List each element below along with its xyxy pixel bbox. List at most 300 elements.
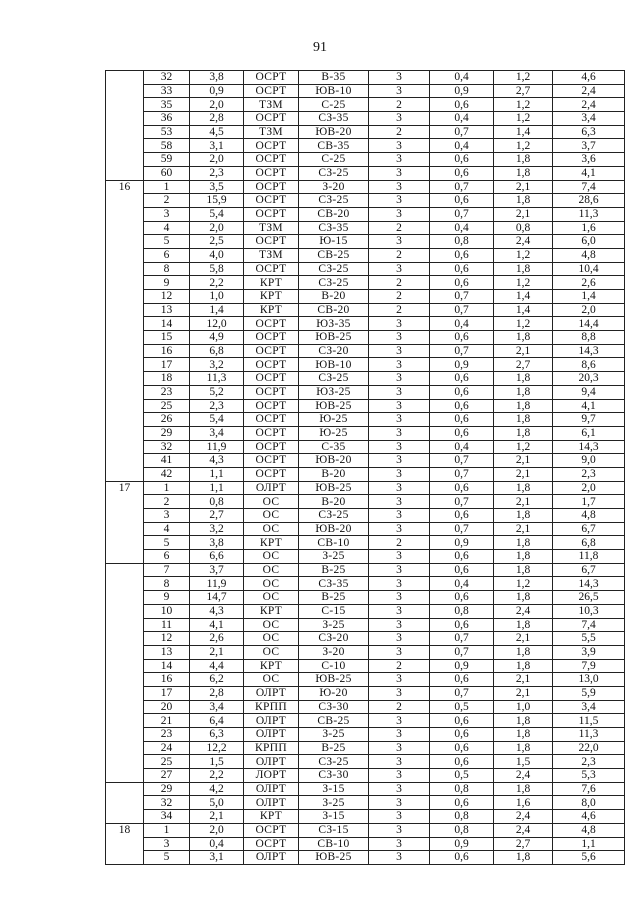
category-cell: 3 (369, 591, 430, 605)
stand-type-cell: ОЛРТ (244, 851, 299, 865)
plot-number-cell: 5 (144, 235, 190, 249)
coef-2-cell: 1,8 (494, 645, 553, 659)
result-value-cell: 6,8 (553, 536, 625, 550)
stand-type-cell: ОС (244, 673, 299, 687)
category-cell: 3 (369, 563, 430, 577)
slope-exposure-cell: СЗ-25 (299, 509, 369, 523)
stand-type-cell: КРТ (244, 536, 299, 550)
coef-2-cell: 1,8 (494, 426, 553, 440)
stand-type-cell: ТЗМ (244, 248, 299, 262)
page-number: 91 (313, 40, 327, 55)
group-cell: 18 (106, 823, 144, 837)
table-row (106, 180, 625, 194)
table-row (106, 125, 625, 139)
stand-type-cell: ОС (244, 509, 299, 523)
table-row (106, 659, 625, 673)
coef-1-cell: 0,6 (430, 851, 494, 865)
category-cell: 3 (369, 372, 430, 386)
coef-1-cell: 0,8 (430, 810, 494, 824)
slope-exposure-cell: СЗ-35 (299, 112, 369, 126)
group-cell (106, 454, 144, 468)
plot-number-cell: 26 (144, 413, 190, 427)
group-cell (106, 659, 144, 673)
coef-2-cell: 1,8 (494, 153, 553, 167)
category-cell: 3 (369, 426, 430, 440)
coef-1-cell: 0,9 (430, 659, 494, 673)
table-row (106, 728, 625, 742)
slope-exposure-cell: ЮВ-25 (299, 673, 369, 687)
table-row (106, 686, 625, 700)
coef-1-cell: 0,6 (430, 796, 494, 810)
group-cell (106, 495, 144, 509)
coef-1-cell: 0,7 (430, 125, 494, 139)
coef-1-cell: 0,6 (430, 331, 494, 345)
stand-type-cell: ОС (244, 522, 299, 536)
plot-number-cell: 29 (144, 426, 190, 440)
group-cell (106, 728, 144, 742)
stand-type-cell: ОС (244, 550, 299, 564)
group-cell (106, 550, 144, 564)
coef-2-cell: 2,7 (494, 84, 553, 98)
category-cell: 3 (369, 495, 430, 509)
coef-1-cell: 0,6 (430, 399, 494, 413)
category-cell: 3 (369, 509, 430, 523)
plot-number-cell: 1 (144, 823, 190, 837)
area-value-cell: 6,3 (190, 728, 244, 742)
coef-2-cell: 2,1 (494, 673, 553, 687)
stand-type-cell: КРТ (244, 604, 299, 618)
coef-2-cell: 1,8 (494, 550, 553, 564)
area-value-cell: 2,2 (190, 276, 244, 290)
area-value-cell: 5,2 (190, 385, 244, 399)
coef-1-cell: 0,9 (430, 536, 494, 550)
stand-type-cell: ОСРТ (244, 153, 299, 167)
stand-type-cell: КРТ (244, 659, 299, 673)
area-value-cell: 2,5 (190, 235, 244, 249)
area-value-cell: 11,9 (190, 577, 244, 591)
group-cell (106, 645, 144, 659)
plot-number-cell: 34 (144, 810, 190, 824)
area-value-cell: 1,4 (190, 303, 244, 317)
stand-type-cell: ОЛРТ (244, 796, 299, 810)
plot-number-cell: 58 (144, 139, 190, 153)
result-value-cell: 1,4 (553, 290, 625, 304)
result-value-cell: 6,0 (553, 235, 625, 249)
table-row (106, 344, 625, 358)
table-row (106, 372, 625, 386)
table-row (106, 139, 625, 153)
slope-exposure-cell: Ю-25 (299, 413, 369, 427)
table-row (106, 221, 625, 235)
group-cell (106, 604, 144, 618)
coef-2-cell: 1,2 (494, 139, 553, 153)
stand-type-cell: ОЛРТ (244, 728, 299, 742)
coef-2-cell: 1,8 (494, 728, 553, 742)
plot-number-cell: 29 (144, 782, 190, 796)
group-cell (106, 522, 144, 536)
area-value-cell: 4,3 (190, 454, 244, 468)
slope-exposure-cell: С-25 (299, 98, 369, 112)
result-value-cell: 1,6 (553, 221, 625, 235)
result-value-cell: 7,9 (553, 659, 625, 673)
table-row (106, 618, 625, 632)
area-value-cell: 3,1 (190, 851, 244, 865)
result-value-cell: 20,3 (553, 372, 625, 386)
result-value-cell: 14,4 (553, 317, 625, 331)
result-value-cell: 3,6 (553, 153, 625, 167)
table-row (106, 303, 625, 317)
result-value-cell: 10,3 (553, 604, 625, 618)
area-value-cell: 3,1 (190, 139, 244, 153)
stand-type-cell: ОСРТ (244, 358, 299, 372)
stand-type-cell: ОСРТ (244, 467, 299, 481)
coef-2-cell: 1,8 (494, 166, 553, 180)
group-cell (106, 139, 144, 153)
area-value-cell: 3,4 (190, 426, 244, 440)
area-value-cell: 6,4 (190, 714, 244, 728)
stand-type-cell: ОСРТ (244, 344, 299, 358)
table-row (106, 522, 625, 536)
area-value-cell: 4,5 (190, 125, 244, 139)
group-cell (106, 755, 144, 769)
stand-type-cell: ОСРТ (244, 139, 299, 153)
table-row (106, 153, 625, 167)
area-value-cell: 12,0 (190, 317, 244, 331)
table-row (106, 495, 625, 509)
result-value-cell: 4,6 (553, 810, 625, 824)
coef-2-cell: 1,0 (494, 700, 553, 714)
category-cell: 3 (369, 112, 430, 126)
result-value-cell: 5,3 (553, 769, 625, 783)
table-row (106, 700, 625, 714)
group-cell (106, 837, 144, 851)
slope-exposure-cell: В-25 (299, 591, 369, 605)
stand-type-cell: ОСРТ (244, 112, 299, 126)
slope-exposure-cell: СЗ-25 (299, 262, 369, 276)
table-row (106, 440, 625, 454)
stand-type-cell: ОСРТ (244, 317, 299, 331)
area-value-cell: 4,9 (190, 331, 244, 345)
stand-type-cell: КРПП (244, 741, 299, 755)
coef-1-cell: 0,7 (430, 632, 494, 646)
slope-exposure-cell: СЗ-25 (299, 194, 369, 208)
plot-number-cell: 32 (144, 796, 190, 810)
coef-1-cell: 0,6 (430, 550, 494, 564)
table-row (106, 290, 625, 304)
area-value-cell: 1,1 (190, 481, 244, 495)
category-cell: 3 (369, 467, 430, 481)
plot-number-cell: 10 (144, 604, 190, 618)
coef-1-cell: 0,6 (430, 248, 494, 262)
table-row (106, 782, 625, 796)
group-cell (106, 112, 144, 126)
table-row (106, 810, 625, 824)
category-cell: 2 (369, 700, 430, 714)
coef-2-cell: 2,1 (494, 207, 553, 221)
stand-type-cell: ОС (244, 591, 299, 605)
coef-2-cell: 1,8 (494, 591, 553, 605)
plot-number-cell: 21 (144, 714, 190, 728)
slope-exposure-cell: ЮВ-10 (299, 84, 369, 98)
result-value-cell: 4,8 (553, 823, 625, 837)
slope-exposure-cell: СЗ-25 (299, 166, 369, 180)
result-value-cell: 4,1 (553, 166, 625, 180)
stand-type-cell: ОСРТ (244, 385, 299, 399)
plot-number-cell: 2 (144, 495, 190, 509)
coef-1-cell: 0,9 (430, 837, 494, 851)
table-row (106, 71, 625, 85)
category-cell: 3 (369, 413, 430, 427)
slope-exposure-cell: З-15 (299, 810, 369, 824)
group-cell (106, 125, 144, 139)
coef-2-cell: 1,8 (494, 659, 553, 673)
table-row (106, 509, 625, 523)
plot-number-cell: 9 (144, 276, 190, 290)
coef-2-cell: 1,8 (494, 618, 553, 632)
plot-number-cell: 20 (144, 700, 190, 714)
result-value-cell: 7,4 (553, 180, 625, 194)
slope-exposure-cell: ЮВ-25 (299, 481, 369, 495)
coef-2-cell: 1,4 (494, 125, 553, 139)
stand-type-cell: ОС (244, 645, 299, 659)
area-value-cell: 5,4 (190, 413, 244, 427)
coef-1-cell: 0,6 (430, 426, 494, 440)
plot-number-cell: 12 (144, 290, 190, 304)
table-row (106, 563, 625, 577)
plot-number-cell: 59 (144, 153, 190, 167)
plot-number-cell: 4 (144, 221, 190, 235)
group-cell (106, 344, 144, 358)
category-cell: 3 (369, 618, 430, 632)
table-row (106, 673, 625, 687)
area-value-cell: 4,1 (190, 618, 244, 632)
coef-2-cell: 1,2 (494, 276, 553, 290)
coef-1-cell: 0,7 (430, 467, 494, 481)
coef-2-cell: 1,8 (494, 851, 553, 865)
table-row (106, 536, 625, 550)
coef-2-cell: 2,1 (494, 522, 553, 536)
category-cell: 3 (369, 645, 430, 659)
group-cell (106, 303, 144, 317)
table-row (106, 331, 625, 345)
area-value-cell: 2,8 (190, 686, 244, 700)
group-cell (106, 440, 144, 454)
category-cell: 2 (369, 98, 430, 112)
table-row (106, 454, 625, 468)
group-cell (106, 262, 144, 276)
stand-type-cell: ОСРТ (244, 166, 299, 180)
result-value-cell: 3,4 (553, 700, 625, 714)
coef-2-cell: 1,4 (494, 303, 553, 317)
group-cell (106, 221, 144, 235)
plot-number-cell: 23 (144, 385, 190, 399)
category-cell: 3 (369, 454, 430, 468)
table-row (106, 796, 625, 810)
area-value-cell: 3,4 (190, 700, 244, 714)
group-cell (106, 769, 144, 783)
category-cell: 2 (369, 221, 430, 235)
coef-1-cell: 0,7 (430, 290, 494, 304)
stand-type-cell: ОСРТ (244, 454, 299, 468)
group-cell (106, 796, 144, 810)
plot-number-cell: 32 (144, 71, 190, 85)
table-row (106, 358, 625, 372)
group-cell: 17 (106, 481, 144, 495)
coef-1-cell: 0,6 (430, 591, 494, 605)
group-cell (106, 385, 144, 399)
result-value-cell: 14,3 (553, 440, 625, 454)
category-cell: 2 (369, 536, 430, 550)
group-cell (106, 577, 144, 591)
result-value-cell: 7,4 (553, 618, 625, 632)
group-cell (106, 851, 144, 865)
result-value-cell: 11,3 (553, 728, 625, 742)
slope-exposure-cell: З-25 (299, 618, 369, 632)
table-row (106, 235, 625, 249)
result-value-cell: 6,7 (553, 563, 625, 577)
coef-1-cell: 0,4 (430, 112, 494, 126)
plot-number-cell: 3 (144, 509, 190, 523)
coef-2-cell: 1,8 (494, 481, 553, 495)
result-value-cell: 4,8 (553, 248, 625, 262)
slope-exposure-cell: С-15 (299, 604, 369, 618)
plot-number-cell: 13 (144, 645, 190, 659)
stand-type-cell: ОС (244, 632, 299, 646)
table-row (106, 604, 625, 618)
table-row (106, 755, 625, 769)
plot-number-cell: 42 (144, 467, 190, 481)
category-cell: 3 (369, 84, 430, 98)
table-row (106, 837, 625, 851)
slope-exposure-cell: СВ-25 (299, 248, 369, 262)
group-cell (106, 194, 144, 208)
table-row (106, 276, 625, 290)
plot-number-cell: 8 (144, 577, 190, 591)
slope-exposure-cell: В-35 (299, 71, 369, 85)
result-value-cell: 9,0 (553, 454, 625, 468)
stand-type-cell: ОС (244, 495, 299, 509)
category-cell: 3 (369, 823, 430, 837)
area-value-cell: 2,0 (190, 221, 244, 235)
area-value-cell: 0,4 (190, 837, 244, 851)
slope-exposure-cell: В-20 (299, 467, 369, 481)
area-value-cell: 0,8 (190, 495, 244, 509)
area-value-cell: 2,3 (190, 166, 244, 180)
plot-number-cell: 4 (144, 522, 190, 536)
slope-exposure-cell: С-25 (299, 153, 369, 167)
coef-1-cell: 0,8 (430, 823, 494, 837)
table-row (106, 741, 625, 755)
slope-exposure-cell: СЗ-35 (299, 577, 369, 591)
result-value-cell: 22,0 (553, 741, 625, 755)
category-cell: 3 (369, 550, 430, 564)
coef-1-cell: 0,6 (430, 153, 494, 167)
stand-type-cell: ОС (244, 618, 299, 632)
slope-exposure-cell: ЮВ-10 (299, 358, 369, 372)
plot-number-cell: 24 (144, 741, 190, 755)
result-value-cell: 2,0 (553, 481, 625, 495)
plot-number-cell: 25 (144, 755, 190, 769)
result-value-cell: 9,7 (553, 413, 625, 427)
plot-number-cell: 9 (144, 591, 190, 605)
slope-exposure-cell: СЗ-35 (299, 221, 369, 235)
slope-exposure-cell: ЮВ-20 (299, 125, 369, 139)
area-value-cell: 5,0 (190, 796, 244, 810)
coef-1-cell: 0,6 (430, 509, 494, 523)
group-cell (106, 358, 144, 372)
coef-2-cell: 1,2 (494, 98, 553, 112)
area-value-cell: 3,7 (190, 563, 244, 577)
slope-exposure-cell: В-25 (299, 741, 369, 755)
category-cell: 2 (369, 659, 430, 673)
coef-1-cell: 0,7 (430, 303, 494, 317)
table-row (106, 262, 625, 276)
table-row (106, 769, 625, 783)
coef-1-cell: 0,4 (430, 139, 494, 153)
plot-number-cell: 14 (144, 317, 190, 331)
coef-2-cell: 1,8 (494, 194, 553, 208)
result-value-cell: 4,8 (553, 509, 625, 523)
result-value-cell: 1,1 (553, 837, 625, 851)
plot-number-cell: 2 (144, 194, 190, 208)
plot-number-cell: 3 (144, 207, 190, 221)
result-value-cell: 11,5 (553, 714, 625, 728)
coef-1-cell: 0,6 (430, 714, 494, 728)
stand-type-cell: ОЛРТ (244, 782, 299, 796)
group-cell (106, 84, 144, 98)
coef-2-cell: 2,4 (494, 235, 553, 249)
slope-exposure-cell: СЗ-15 (299, 823, 369, 837)
coef-2-cell: 1,8 (494, 385, 553, 399)
group-cell (106, 426, 144, 440)
category-cell: 3 (369, 194, 430, 208)
coef-2-cell: 2,1 (494, 180, 553, 194)
stand-type-cell: ОЛРТ (244, 714, 299, 728)
category-cell: 3 (369, 837, 430, 851)
group-cell (106, 248, 144, 262)
stand-type-cell: ОС (244, 577, 299, 591)
result-value-cell: 2,3 (553, 467, 625, 481)
area-value-cell: 15,9 (190, 194, 244, 208)
coef-1-cell: 0,6 (430, 372, 494, 386)
category-cell: 3 (369, 796, 430, 810)
coef-1-cell: 0,6 (430, 755, 494, 769)
table-row (106, 467, 625, 481)
coef-1-cell: 0,7 (430, 686, 494, 700)
coef-2-cell: 1,5 (494, 755, 553, 769)
result-value-cell: 3,7 (553, 139, 625, 153)
category-cell: 3 (369, 782, 430, 796)
table-row (106, 207, 625, 221)
table-row (106, 413, 625, 427)
result-value-cell: 14,3 (553, 344, 625, 358)
table-body (106, 71, 625, 865)
slope-exposure-cell: З-20 (299, 180, 369, 194)
result-value-cell: 26,5 (553, 591, 625, 605)
plot-number-cell: 6 (144, 248, 190, 262)
stand-type-cell: ЛОРТ (244, 769, 299, 783)
plot-number-cell: 3 (144, 837, 190, 851)
slope-exposure-cell: СЗ-30 (299, 700, 369, 714)
category-cell: 3 (369, 399, 430, 413)
category-cell: 3 (369, 71, 430, 85)
plot-number-cell: 5 (144, 851, 190, 865)
category-cell: 3 (369, 262, 430, 276)
coef-2-cell: 1,8 (494, 413, 553, 427)
group-cell (106, 166, 144, 180)
stand-type-cell: ОСРТ (244, 399, 299, 413)
data-table (105, 70, 625, 865)
